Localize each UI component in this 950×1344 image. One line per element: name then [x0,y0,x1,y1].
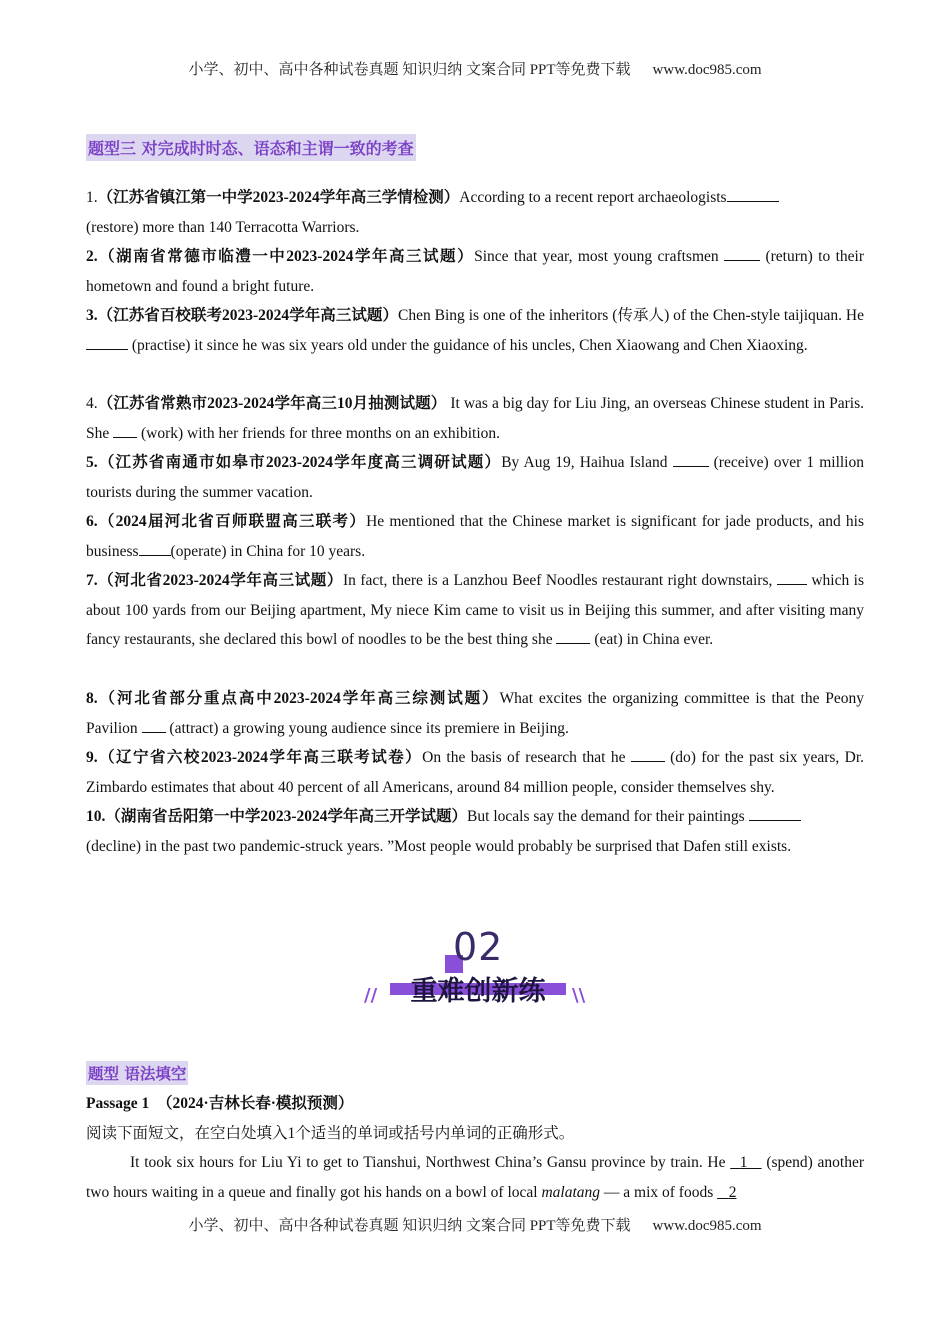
question-text: (attract) a growing young audience since its premiere in Beijing. [169,719,569,737]
footer-text: 小学、初中、高中各种试卷真题 知识归纳 文案合同 PPT等免费下载 [188,1218,631,1234]
passage-text-part: (spend) another two hours waiting in a queue and finally got his hands on a bowl of local [86,1154,865,1201]
question-text: He mentioned that the Chinese market is significant for jade products, and his business [86,513,864,560]
page-header [0,58,950,79]
answer-blank [673,451,709,467]
question-number: 4. [86,395,98,412]
section-title: 题型三 对完成时时态、语态和主谓一致的考查 [86,134,416,161]
question-text: (receive) over 1 million tourists during the summer vacation. [86,454,864,501]
answer-blank [727,186,779,202]
question-text: It was a big day for Liu Jing, an overseas Chinese student in Paris. She [86,395,865,442]
question-text: On the basis of research that he [422,749,626,766]
passage-instruction: 阅读下面短文，在空白处填入1个适当的单词或括号内单词的正确形式。 [86,1125,575,1142]
question-text: (restore) more than 140 Terracotta Warriors. [86,218,360,236]
header-text: 小学、初中、高中各种试卷真题 知识归纳 文案合同 PPT等免费下载 [188,62,631,78]
question-text: But locals say the demand for their paintings [467,808,745,825]
question-number: 2. [86,248,98,265]
question-text: (eat) in China ever. [594,631,714,648]
question-4 [86,389,864,448]
question-text: What excites the organizing committee is that the Peony Pavilion [86,690,864,737]
question-1 [86,183,864,242]
question-text: which is about 100 yards from our Beijing apartment, My niece Kim came to visit us in Beijing this summer, and after visiting many fancy restaurants, she declared this bowl of noodles to be the best thing she [86,572,864,648]
answer-blank [556,628,590,644]
answer-blank [139,540,171,556]
question-text: In fact, there is a Lanzhou Beef Noodles restaurant right downstairs, [342,572,773,589]
question-text: Since that year, most young craftsmen [474,248,719,265]
banner-number: 02 [453,925,504,969]
question-text: (decline) in the past two pandemic-struck years. ”Most people would probably be surprised that Dafen still exists. [86,837,792,855]
banner-left-slashes: // [364,985,378,1006]
question-source: （河北省部分重点高中2023-2024学年高三综测试题） [97,690,500,707]
banner-title: 重难创新练 [410,976,546,1007]
question-8 [86,684,864,743]
answer-blank-1: 1 [739,1154,748,1171]
header-url[interactable]: www.doc985.com [652,62,762,78]
question-6 [86,507,864,566]
question-number: 7. [86,572,98,589]
question-number: 10. [86,808,106,825]
subsection-title: 题型 语法填空 [86,1061,188,1085]
question-number: 8. [86,690,98,707]
answer-blank [724,245,760,261]
answer-blank [142,717,166,733]
question-text: According to a recent report archaeologists [459,189,727,206]
banner-right-slashes: \\ [572,985,586,1006]
passage-text-part: — a mix of foods [603,1183,714,1201]
question-3 [86,301,864,360]
passage-text-part: It took six hours for Liu Yi to get to Tianshui, Northwest China’s Gansu province by train. He [130,1154,726,1171]
question-number: 3. [86,307,98,324]
question-7 [86,566,864,655]
answer-blank [86,334,128,350]
question-2 [86,242,864,301]
answer-blank-2: 2 [728,1183,737,1201]
answer-blank [777,569,807,585]
passage-heading [86,1091,353,1113]
question-5 [86,448,864,507]
question-number: 1. [86,189,98,206]
question-source: （辽宁省六校2023-2024学年高三联考试卷） [97,749,423,766]
question-10 [86,802,864,861]
question-number: 9. [86,749,98,766]
page-footer [0,1214,950,1235]
answer-blank [113,422,137,438]
question-source: （江苏省百校联考2023-2024学年高三试题） [97,307,398,324]
question-source: （湖南省岳阳第一中学2023-2024学年高三开学试题） [105,808,468,825]
question-number: 5. [86,454,98,471]
passage-label: Passage 1 [86,1095,150,1112]
section-banner [360,925,590,1015]
question-text: By Aug 19, Haihua Island [501,454,668,471]
question-source: （江苏省镇江第一中学2023-2024学年高三学情检测） [97,189,460,206]
question-source: （江苏省南通市如皋市2023-2024学年度高三调研试题） [97,454,502,471]
passage-text [86,1148,864,1207]
question-text: (do) for the past six years, Dr. Zimbardo estimates that about 40 percent of all Americans, around 84 million people, consider themselves shy. [86,749,865,796]
question-text: (practise) it since he was six years old under the guidance of his uncles, Chen Xiaowang and Chen Xiaoxing. [131,336,808,354]
footer-url[interactable]: www.doc985.com [652,1218,762,1234]
question-source: （湖南省常德市临澧一中2023-2024学年高三试题） [97,248,475,265]
question-text: (work) with her friends for three months on an exhibition. [141,424,500,442]
answer-blank [749,805,801,821]
question-text: (return) to their hometown and found a bright future. [86,248,865,295]
question-source: （2024届河北省百师联盟高三联考） [97,513,367,530]
question-source: （河北省2023-2024学年高三试题） [97,572,343,589]
answer-blank [631,746,665,762]
passage-source: （2024·吉林长春·模拟预测） [157,1095,354,1112]
question-text: Chen Bing is one of the inheritors (传承人) of the Chen-style taijiquan. He [398,307,865,324]
question-9 [86,743,864,802]
passage-italic-term: malatang [541,1183,601,1201]
question-source: （江苏省常熟市2023-2024学年高三10月抽测试题） [97,395,447,412]
question-text: (operate) in China for 10 years. [170,542,366,560]
question-number: 6. [86,513,98,530]
